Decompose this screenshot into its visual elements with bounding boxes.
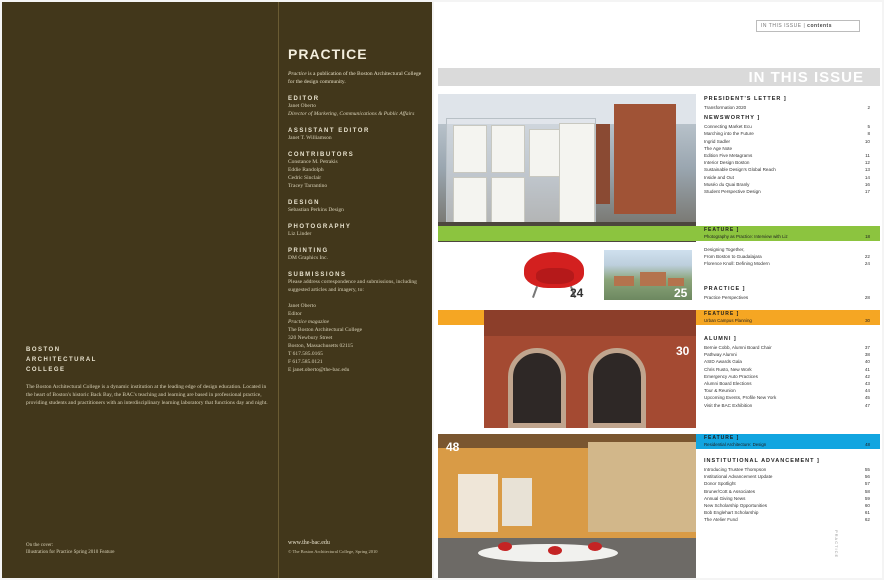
toc-entry[interactable] — [704, 166, 878, 173]
toc-entry-title: Muséo du Quai Branly — [704, 181, 750, 187]
page-tab-label: IN THIS ISSUE — [761, 23, 802, 29]
masthead-line: Tracey Tarrantino — [288, 183, 328, 189]
masthead-section-head: EDITOR — [288, 96, 320, 102]
toc-entry-page — [860, 246, 870, 253]
chair-cushion — [536, 268, 574, 284]
exhibit-panel — [502, 478, 532, 526]
toc-alumni — [704, 332, 878, 409]
feature-title: Residential Architecture: Design — [704, 442, 767, 447]
masthead-section-head: CONTRIBUTORS — [288, 152, 355, 158]
toc-entry-page: 61 — [864, 510, 870, 516]
toc-entry[interactable] — [704, 188, 878, 195]
toc-entry-title: From Boston to Guadalajara — [704, 254, 762, 260]
feature-page: 18 — [865, 234, 870, 239]
toc-entry-page: 5 — [867, 124, 870, 130]
toc-entry-title: Student Perspective Design — [704, 189, 761, 195]
toc-entry-title: Connecting Market Ecu — [704, 124, 752, 130]
toc-features — [704, 246, 878, 268]
address-line: Janet Oberto — [288, 303, 316, 309]
drawing-panel — [529, 129, 563, 177]
womb-chair-photo — [516, 246, 592, 302]
toc-entry[interactable] — [704, 152, 878, 159]
masthead-sections — [288, 96, 428, 294]
address-line: 320 Newbury Street — [288, 335, 333, 341]
toc-entry[interactable] — [704, 138, 878, 145]
toc-entry[interactable] — [704, 516, 878, 523]
toc-entry[interactable] — [704, 351, 878, 358]
masthead-intro-italic: Practice — [288, 71, 307, 77]
toc-entry-page: 43 — [864, 381, 870, 387]
toc-entry-page: 8 — [867, 131, 870, 137]
toc-entry[interactable] — [704, 466, 878, 473]
toc-entry[interactable] — [704, 509, 878, 516]
toc-entry-title: Donor Spotlight — [704, 481, 736, 487]
toc-entry-page: 45 — [864, 395, 870, 401]
chair-leg — [532, 286, 538, 298]
toc-entry[interactable] — [704, 130, 878, 137]
address-line: Editor — [288, 311, 302, 317]
toc-section-head: PRACTICE ] — [704, 286, 746, 292]
drawing-panel — [453, 125, 487, 173]
toc-entry-title: Transformation 2020 — [704, 105, 747, 110]
toc-entry-page: 56 — [864, 474, 870, 480]
toc-entry-title: Edition Five Metagrams — [704, 153, 753, 159]
website-link[interactable]: www.the-bac.edu — [288, 540, 330, 546]
boston-architectural-college-block — [26, 345, 272, 407]
toc-entry-page: 13 — [864, 167, 870, 173]
toc-entry[interactable] — [704, 358, 878, 365]
toc-entry-title: Practice Perspectives — [704, 295, 749, 300]
photo-page-number: 48 — [446, 440, 460, 454]
toc-practice — [704, 282, 878, 301]
toc-entry-page: 12 — [864, 160, 870, 166]
toc-entry-page: 44 — [864, 388, 870, 394]
toc-entry-page: 40 — [864, 359, 870, 365]
photo-building — [614, 276, 634, 286]
photo-page-number: 25 — [674, 286, 688, 300]
toc-section-head: INSTITUTIONAL ADVANCEMENT ] — [704, 458, 820, 464]
masthead-page — [2, 2, 432, 578]
toc-entry-title: Pathway Alumni — [704, 352, 737, 358]
toc-entry[interactable] — [704, 480, 878, 487]
toc-entry-page — [860, 145, 870, 152]
feature-title: Photography as Practice: Interview with Liz — [704, 234, 788, 239]
toc-entry[interactable] — [704, 294, 878, 301]
toc-entry-page: 60 — [864, 503, 870, 509]
toc-entry-page: 2 — [867, 105, 870, 110]
toc-entry-title: Chris Rusto, New Work — [704, 366, 752, 372]
address-line: Boston, Massachusetts 02115 — [288, 343, 354, 349]
toc-section-head: ALUMNI ] — [704, 336, 737, 342]
copyright-text: © The Boston Architectural College, Spring 2010 — [288, 549, 378, 554]
masthead-line: Janet Oberto — [288, 103, 316, 109]
address-line[interactable]: E janet.oberto@the-bac.edu — [288, 367, 350, 373]
feature-title: Urban Campus Planning — [704, 318, 752, 323]
toc-entry-title: Bernie Cobb, Alumni Board Chair — [704, 345, 772, 350]
toc-entry[interactable] — [704, 394, 878, 401]
toc-entry[interactable] — [704, 373, 878, 380]
toc-entry-title: Bob Englehart Scholarship — [704, 510, 759, 516]
page-tab: IN THIS ISSUE | contents — [756, 20, 860, 32]
toc-entry-page: 42 — [864, 373, 870, 379]
toc-entry-page: 38 — [864, 352, 870, 358]
photo-window — [446, 118, 596, 228]
toc-entry-page: 58 — [864, 488, 870, 494]
toc-entry-title: Ingrid Sadler — [704, 138, 731, 144]
red-chair — [498, 542, 512, 551]
toc-entry[interactable] — [704, 473, 878, 480]
toc-entry-title: Inside and Out — [704, 174, 734, 180]
cover-note — [26, 542, 114, 556]
feature-page: 48 — [865, 442, 870, 447]
masthead-line: Janet T. Williamson — [288, 135, 332, 141]
feature-band-label: FEATURE ] — [704, 311, 740, 317]
toc-entry[interactable] — [704, 387, 878, 394]
cover-note-label: On the cover: — [26, 543, 54, 548]
toc-entry[interactable] — [704, 380, 878, 387]
masthead-line: Sebastian Perkins Design — [288, 207, 344, 213]
feature-page: 30 — [865, 318, 870, 323]
toc-entry-title: Visit the BAC Exhibition — [704, 402, 753, 408]
feature-band-label: FEATURE ] — [704, 435, 740, 441]
toc-entry-page: 16 — [864, 181, 870, 187]
toc-entry-page: 57 — [864, 481, 870, 487]
feature-band-1[interactable] — [438, 226, 880, 241]
address-line: Practice magazine — [288, 319, 330, 325]
toc-entry-page: 17 — [864, 189, 870, 195]
toc-president-newsworthy — [704, 92, 878, 195]
masthead-section-head: PHOTOGRAPHY — [288, 224, 352, 230]
photo-arch — [508, 348, 566, 428]
masthead-line: Eddie Randolph — [288, 167, 324, 173]
toc-entry[interactable] — [704, 123, 878, 130]
photo-brickwork — [484, 310, 696, 336]
toc-entry-page: 28 — [864, 295, 870, 300]
masthead-intro-text: is a publication of the Boston Architectural College for the design community. — [288, 71, 422, 85]
toc-entry[interactable] — [704, 253, 878, 260]
toc-entry-page: 14 — [864, 174, 870, 180]
folio: PRACTICE — [834, 530, 839, 559]
drawing-panel — [559, 123, 595, 223]
red-chair — [588, 542, 602, 551]
toc-entry[interactable] — [704, 181, 878, 188]
toc-entry[interactable] — [704, 366, 878, 373]
toc-entry-title: Florence Knoll: Defining Modern — [704, 261, 770, 267]
toc-entry-title: Marching into the Future — [704, 131, 754, 137]
toc-entry-title: Emergency Auto Practices — [704, 373, 758, 379]
drawing-panel — [453, 177, 487, 225]
toc-entry-page: 10 — [864, 138, 870, 144]
toc-entry-page: 62 — [864, 517, 870, 523]
toc-entry[interactable] — [704, 159, 878, 166]
masthead-intro — [288, 70, 428, 86]
toc-entry[interactable] — [704, 174, 878, 181]
toc-section-head: PRESIDENT'S LETTER ] — [704, 96, 787, 102]
toc-entry-title: Designing Together, — [704, 247, 745, 252]
aerial-campus-photo — [604, 250, 692, 300]
masthead-section-head: PRINTING — [288, 248, 329, 254]
toc-entry-page: 59 — [864, 495, 870, 501]
masthead-line: Liz Linder — [288, 231, 312, 237]
feature-band-label: FEATURE ] — [704, 227, 740, 233]
masthead-section-head: SUBMISSIONS — [288, 272, 347, 278]
toc-entry-title: Alumni Board Elections — [704, 381, 752, 387]
toc-entry[interactable] — [704, 402, 878, 409]
page-tab-bold: contents — [807, 23, 833, 29]
masthead-line: DM Graphics Inc. — [288, 255, 328, 261]
photo-brick-tower — [614, 104, 676, 214]
toc-entry-title: Interior Design Boston — [704, 160, 750, 166]
toc-entry-page: 47 — [864, 402, 870, 408]
masthead-title: PRACTICE — [288, 46, 368, 62]
cover-note-text: Illustration for Practice Spring 2010 Feature — [26, 550, 115, 555]
web-block — [288, 540, 377, 554]
college-name-line-3: COLLEGE — [26, 367, 66, 373]
masthead-line: Cedric Sinclair — [288, 175, 322, 181]
toc-institutional-advancement — [704, 454, 878, 524]
feature-band-row — [704, 318, 870, 323]
toc-entry-page: 37 — [864, 345, 870, 350]
toc-entry-title: Introducing Trustee Thompson — [704, 467, 767, 472]
toc-entry-title: ASID Awards Gala — [704, 359, 742, 365]
college-name-line-1: BOSTON — [26, 347, 61, 353]
toc-entry-page: 55 — [864, 467, 870, 472]
toc-entry[interactable] — [704, 344, 878, 351]
toc-entry-title: The Age Note — [704, 145, 733, 151]
stone-arches-photo — [484, 310, 696, 428]
toc-section-head: NEWSWORTHY ] — [704, 115, 761, 122]
college-name-line-2: ARCHITECTURAL — [26, 357, 97, 363]
drawing-panel — [491, 177, 525, 225]
toc-entry[interactable] — [704, 145, 878, 152]
address-line: F 617.585.0121 — [288, 359, 323, 365]
photo-page-number: 30 — [676, 344, 690, 358]
photo-wall — [588, 442, 696, 532]
gallery-window-photo — [438, 94, 696, 242]
masthead-line: Constance M. Petrakis — [288, 159, 338, 165]
masthead-italic-line: Director of Marketing, Communications & Public Affairs — [288, 111, 415, 117]
drawing-panel — [491, 125, 525, 173]
toc-entry-title: Annual Giving News — [704, 495, 746, 501]
column-divider — [278, 2, 279, 578]
college-description: The Boston Architectural College is a dynamic institution at the leading edge of design education. Located in the heart of Boston's historic Back Bay, the BAC's teaching and learning are based in professional practice, providing students and practitioners with an interdisciplinary learning laboratory that functions day and night. — [26, 384, 268, 406]
toc-entry-title: Institutional Advancement Update — [704, 474, 773, 480]
address-line: T 617.585.0165 — [288, 351, 323, 357]
address-line: The Boston Architectural College — [288, 327, 363, 333]
toc-entry[interactable] — [704, 495, 878, 502]
toc-entry-page: 22 — [864, 254, 870, 260]
photo-page-number: 24 — [570, 286, 584, 300]
exhibition-interior-photo — [438, 434, 696, 578]
feature-band-row — [704, 442, 870, 447]
toc-entry[interactable] — [704, 260, 878, 267]
toc-entry-title: Sustainable Design's Global Reach — [704, 167, 776, 173]
header-bar — [438, 68, 880, 86]
toc-entry-title: Bruner/Cott & Associates — [704, 488, 756, 494]
contents-page — [434, 2, 882, 578]
red-chair — [548, 546, 562, 555]
masthead-line: Please address correspondence and submissions, including suggested articles and imagery, to: — [288, 279, 417, 293]
photo-building — [668, 278, 684, 286]
toc-entry-page: 11 — [865, 153, 870, 159]
photo-arch — [588, 348, 646, 428]
toc-entry-title: New Scholarship Opportunities — [704, 503, 768, 509]
masthead-section-head: DESIGN — [288, 200, 321, 206]
toc-entry-title: The Atelier Fund — [704, 517, 738, 523]
contents-header: IN THIS ISSUE — [748, 69, 864, 86]
toc-entry-title: Upcoming Events, Profile New York — [704, 395, 777, 401]
toc-entry[interactable] — [704, 104, 878, 111]
exhibit-panel — [458, 474, 498, 532]
toc-entry[interactable] — [704, 246, 878, 253]
toc-entry-page: 41 — [864, 366, 870, 372]
submission-address — [288, 302, 428, 374]
feature-band-row — [704, 234, 870, 239]
toc-entry-title: Tour & Reunion — [704, 388, 736, 394]
photo-building — [640, 272, 666, 286]
toc-entry[interactable] — [704, 502, 878, 509]
toc-entry[interactable] — [704, 488, 878, 495]
masthead — [288, 46, 428, 374]
toc-entry-page: 24 — [864, 261, 870, 267]
masthead-section-head: ASSISTANT EDITOR — [288, 128, 370, 134]
